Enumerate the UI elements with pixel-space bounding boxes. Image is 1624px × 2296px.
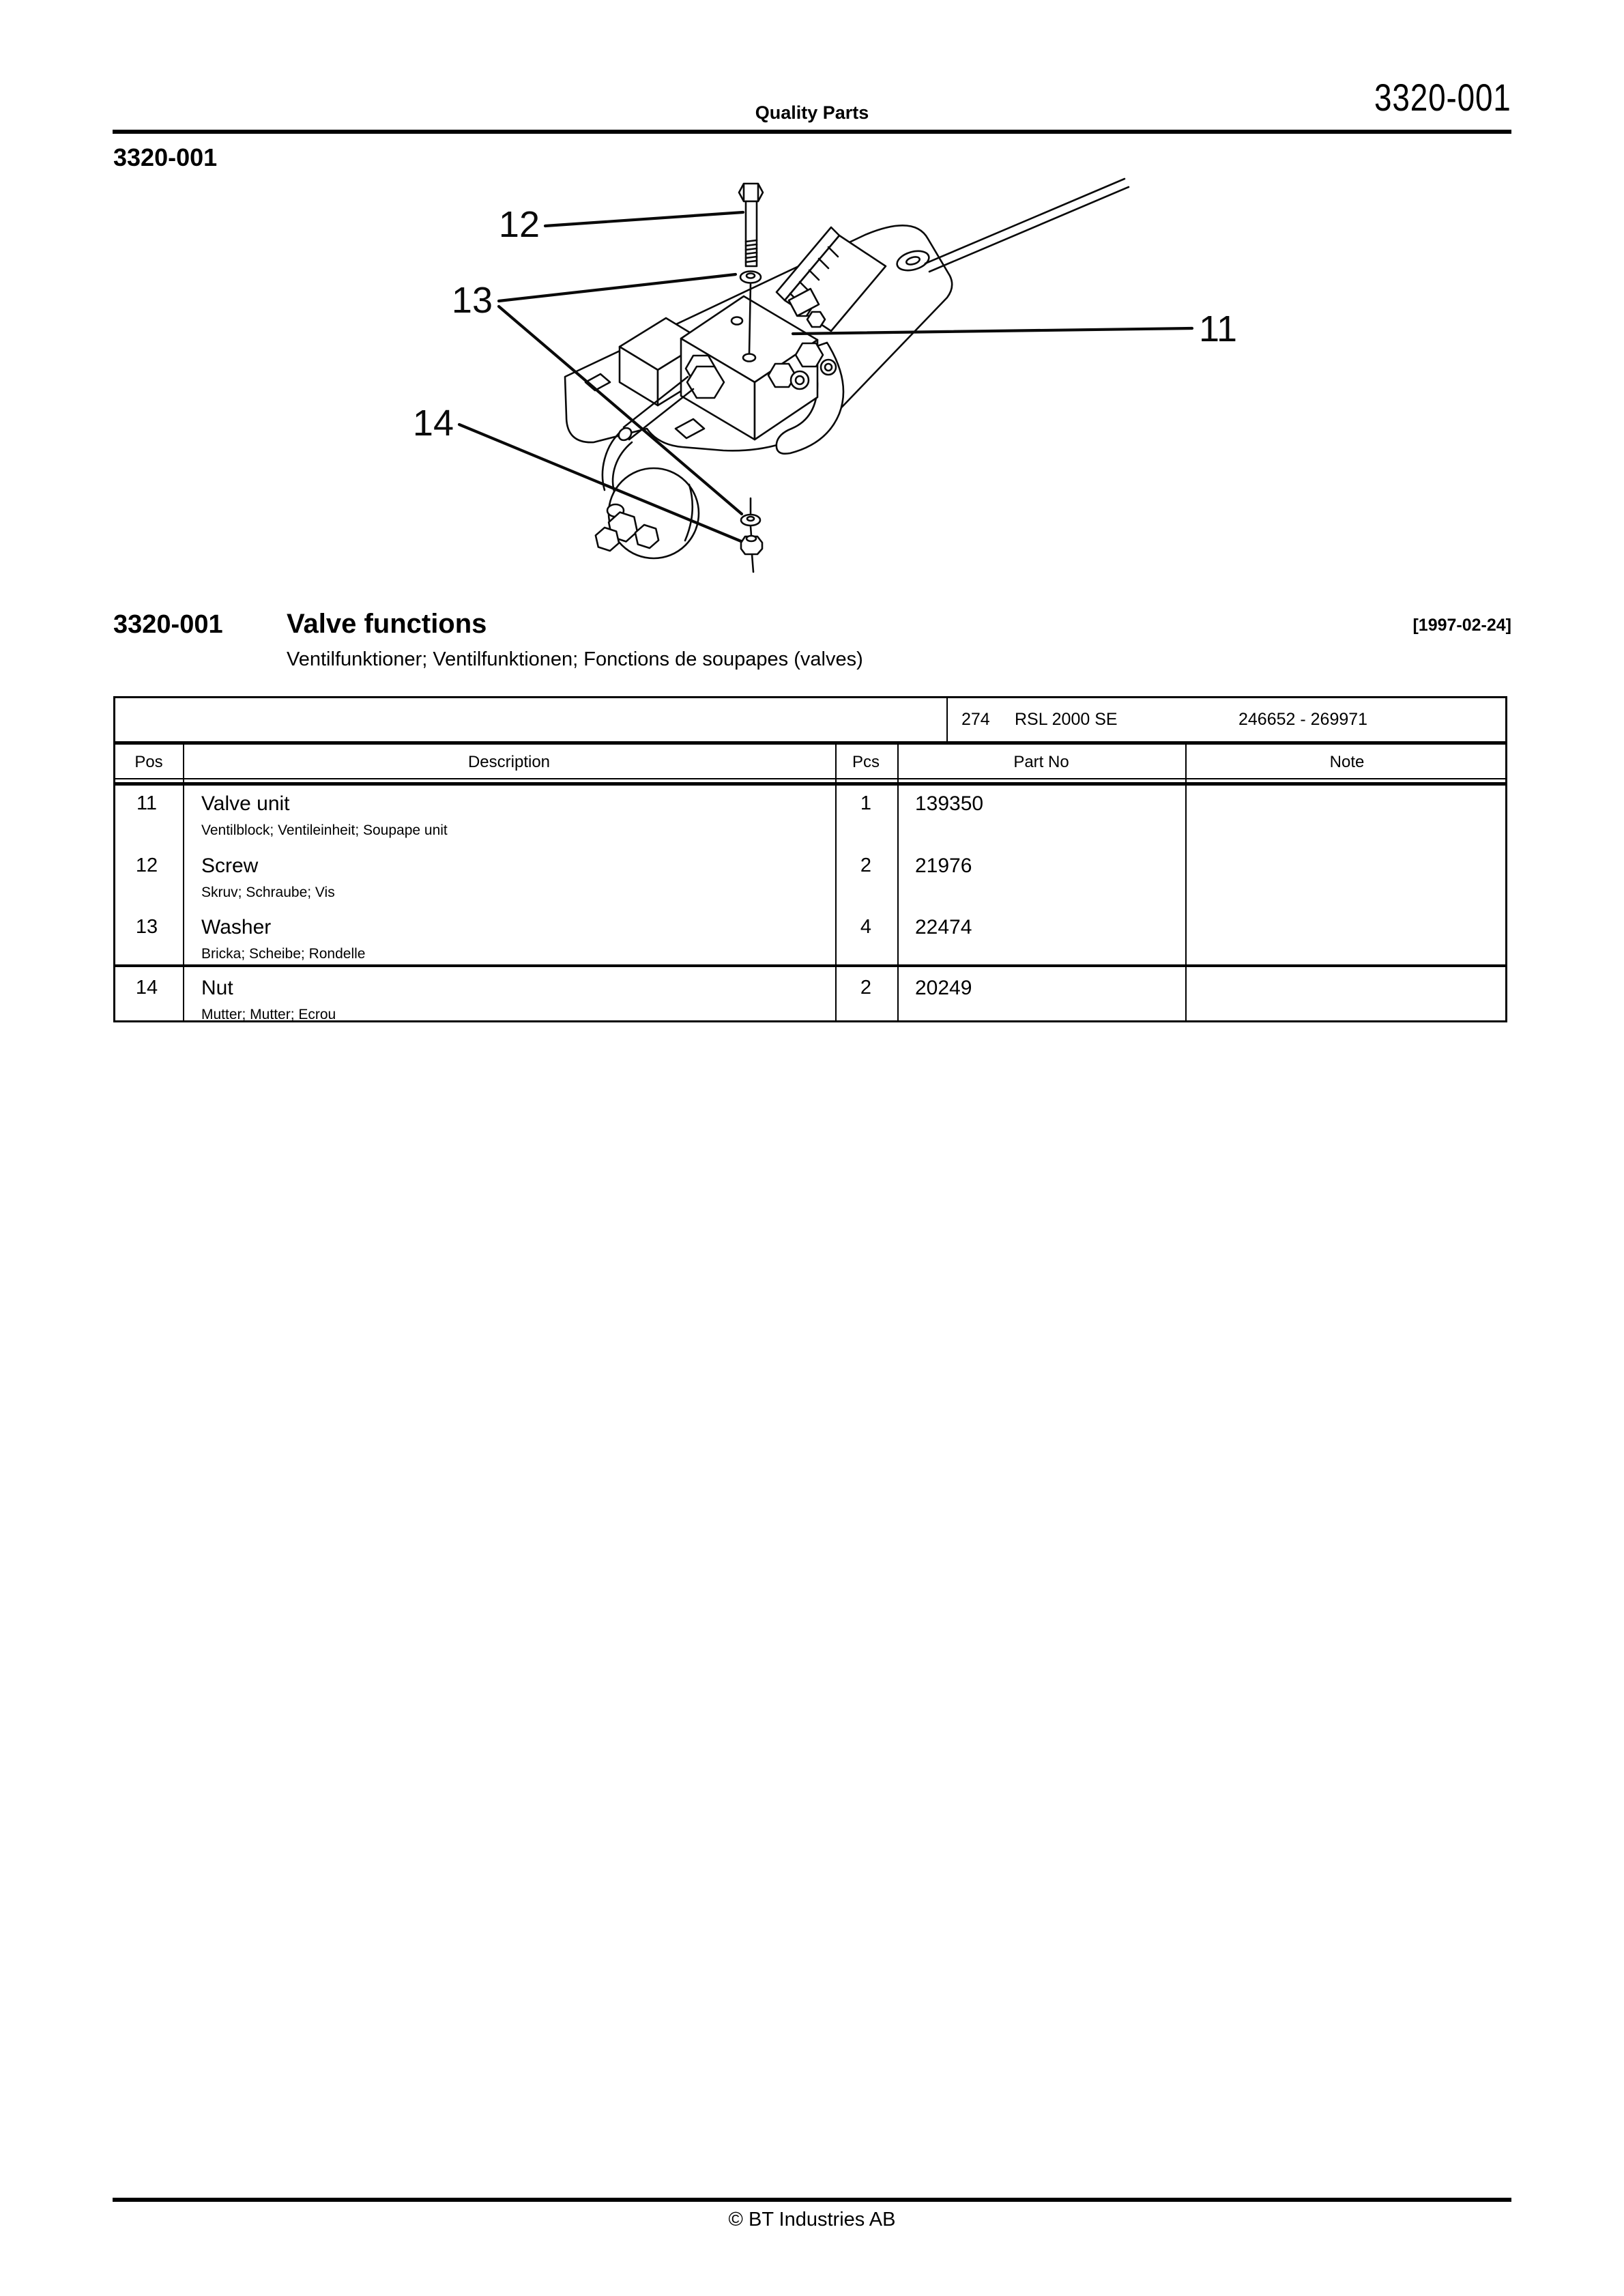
section-date: [1997-02-24] [1412,616,1511,635]
row-part-no: 22474 [915,916,972,938]
row-description: Valve unit [201,792,290,815]
page-code: 3320-001 [113,143,218,171]
parts-table [113,696,1507,1022]
row-pcs: 2 [860,977,872,999]
row-description: Nut [201,977,233,999]
header-rule [113,130,1511,134]
section-title: Valve functions [287,609,487,639]
washer-top [740,272,761,283]
row-part-no: 21976 [915,855,972,877]
column-header-pos: Pos [134,753,163,771]
row-part-no: 20249 [915,977,972,999]
variant-serial-range: 246652 - 269971 [1238,710,1368,729]
row-description: Washer [201,916,272,938]
column-header-note: Note [1329,753,1365,771]
header-row-rule-thick [115,782,1505,786]
screw-bolt [739,184,763,266]
variant-band-divider [946,698,948,741]
variant-band-rule [115,741,1505,745]
row-pos: 12 [135,855,158,876]
table-row [115,855,1505,916]
callout-13: 13 [451,280,493,321]
row-pcs: 4 [860,916,872,938]
row-part-no: 139350 [915,792,984,815]
row-pcs: 1 [860,792,872,814]
callout-12: 12 [498,204,540,245]
row-description-alt: Ventilblock; Ventileinheit; Soupape unit [201,822,448,838]
exploded-view-diagram [382,164,1296,601]
column-header-description: Description [467,753,551,771]
table-row [115,916,1505,977]
header-doc-number: 3320-001 [1374,76,1511,119]
column-header-pcs: Pcs [852,753,880,771]
row-pcs: 2 [860,855,872,876]
row-pos: 13 [135,916,158,938]
row-pos: 14 [135,977,158,999]
washer-bottom [741,515,760,526]
callout-14: 14 [412,403,454,444]
row-description: Screw [201,855,259,877]
footer-rule [113,2198,1511,2202]
variant-model-code: 274 [961,710,990,729]
table-row [115,977,1505,1038]
column-header-part-no: Part No [1013,753,1069,771]
section-subtitle: Ventilfunktioner; Ventilfunktionen; Fonctions de soupapes (valves) [287,648,863,670]
table-row [115,792,1505,854]
header-title: Quality Parts [755,102,869,123]
header-row-rule-thin [115,778,1505,779]
nut [741,536,762,554]
footer-copyright: © BT Industries AB [728,2209,896,2230]
row-description-alt: Skruv; Schraube; Vis [201,885,335,900]
row-description-alt: Mutter; Mutter; Ecrou [201,1007,336,1022]
row-description-alt: Bricka; Scheibe; Rondelle [201,946,366,962]
section-code: 3320-001 [113,610,223,639]
callout-11: 11 [1199,308,1238,349]
variant-model-name: RSL 2000 SE [1015,710,1118,729]
row-pos: 11 [136,792,158,814]
